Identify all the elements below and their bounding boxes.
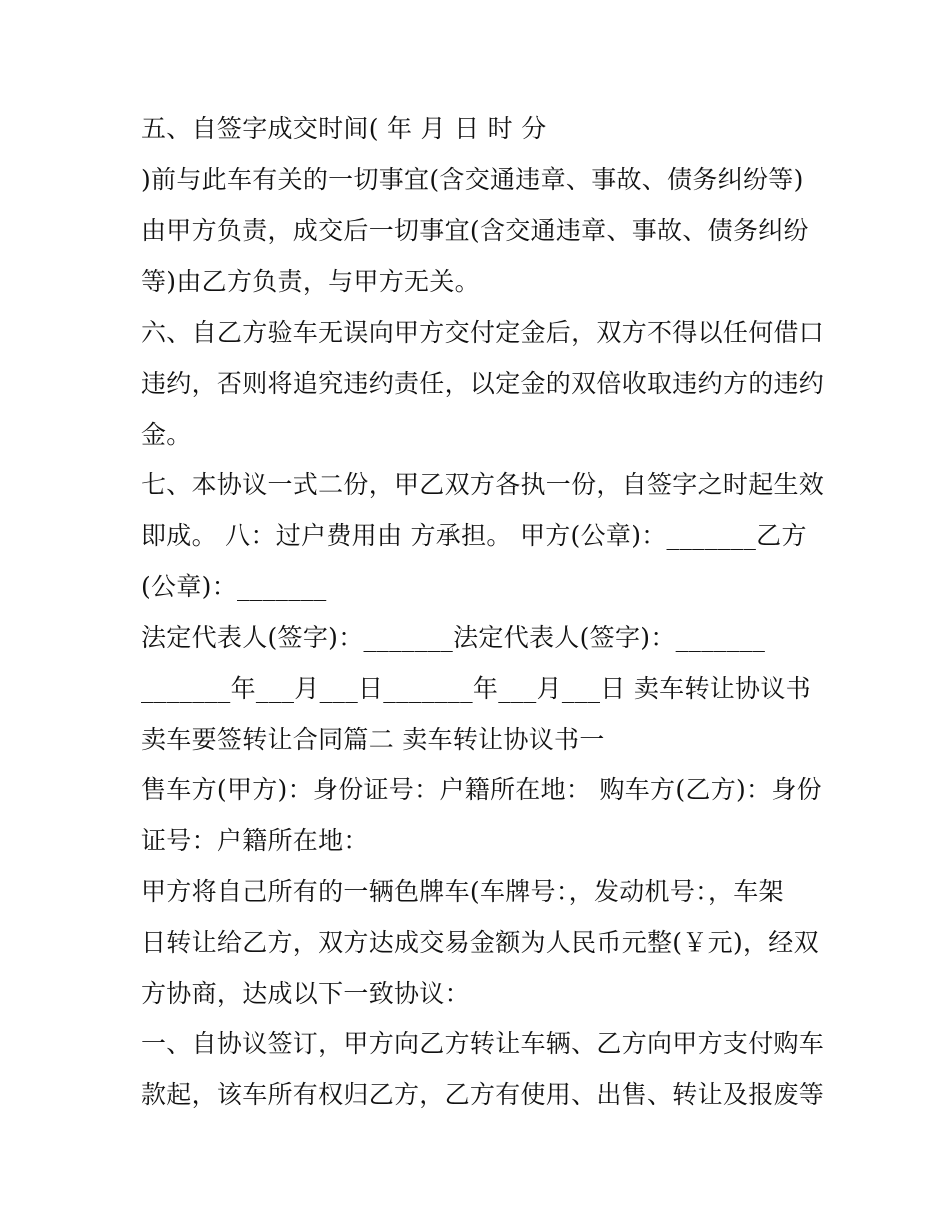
text-line: 法定代表人(签字)：_______法定代表人(签字)：_______ xyxy=(141,623,766,652)
text-line: 卖车要签转让合同篇二 卖车转让协议书一 xyxy=(141,725,605,754)
text-line: 甲方将自己所有的一辆色牌车(车牌号：，发动机号：，车架 xyxy=(141,877,784,906)
text-line: 款起，该车所有权归乙方，乙方有使用、出售、转让及报废等 xyxy=(141,1080,825,1109)
text-line: 一、自协议签订，甲方向乙方转让车辆、乙方向甲方支付购车 xyxy=(141,1029,825,1058)
text-line: 方协商，达成以下一致协议： xyxy=(141,979,470,1008)
text-line: 六、自乙方验车无误向甲方交付定金后，双方不得以任何借口 xyxy=(141,318,825,347)
text-line: 证号：户籍所在地： xyxy=(141,826,369,855)
text-line: _______年___月___日_______年___月___日 卖车转让协议书 xyxy=(141,674,811,703)
text-line: 售车方(甲方)：身份证号：户籍所在地： 购车方(乙方)：身份 xyxy=(141,775,822,804)
text-line: 即成。 八：过户费用由 方承担。 甲方(公章)：_______乙方 xyxy=(141,521,807,550)
text-line: (公章)：_______ xyxy=(141,572,327,601)
text-line: 七、本协议一式二份，甲乙双方各执一份，自签字之时起生效 xyxy=(141,470,825,499)
text-line: 等)由乙方负责，与甲方无关。 xyxy=(141,267,480,296)
text-line: 违约，否则将追究违约责任，以定金的双倍收取违约方的违约 xyxy=(141,369,825,398)
text-line: 金。 xyxy=(141,420,192,449)
text-line: 五、自签字成交时间( 年 月 日 时 分 xyxy=(141,114,547,143)
text-line: 由甲方负责，成交后一切事宜(含交通违章、事故、债务纠纷 xyxy=(141,216,809,245)
text-line: )前与此车有关的一切事宜(含交通违章、事故、债务纠纷等) xyxy=(141,165,804,194)
text-line: 日转让给乙方，双方达成交易金额为人民币元整(￥元)，经双 xyxy=(141,928,819,957)
